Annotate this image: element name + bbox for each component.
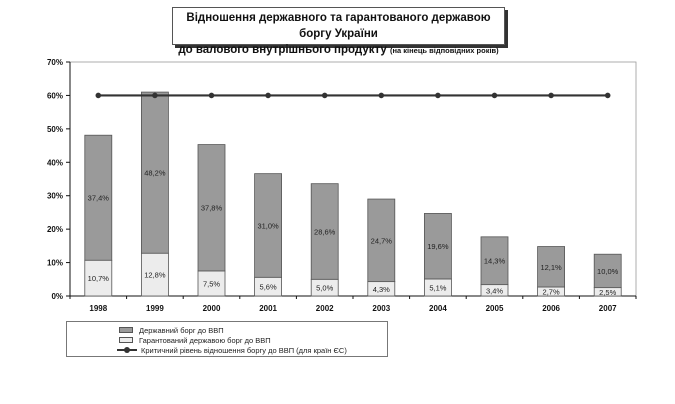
critical-level-marker <box>605 93 611 99</box>
data-label-guaranteed-debt: 3,4% <box>485 286 504 296</box>
critical-level-marker <box>548 93 554 99</box>
y-tick-label: 20% <box>46 225 63 235</box>
legend-swatch-guaranteed-debt <box>119 337 133 343</box>
data-label-state-debt: 24,7% <box>370 236 392 246</box>
x-tick-label: 1998 <box>89 304 108 313</box>
data-label-state-debt: 12,1% <box>540 262 562 272</box>
data-label-guaranteed-debt: 2,5% <box>599 287 617 297</box>
legend-swatch-state-debt <box>119 327 133 333</box>
data-label-state-debt: 48,2% <box>144 168 166 178</box>
data-label-guaranteed-debt: 12,8% <box>144 270 166 280</box>
x-tick-label: 2001 <box>259 304 277 313</box>
chart-title-line1: Відношення державного та гарантованого державою боргу України <box>186 12 491 40</box>
chart-title-main: до валового внутрішнього продукту <box>178 44 387 56</box>
legend-label-guaranteed-debt: Гарантований державою борг до ВВП <box>139 335 271 345</box>
y-tick-label: 30% <box>46 191 63 201</box>
critical-level-marker <box>379 93 385 99</box>
critical-level-marker <box>435 93 441 99</box>
legend-label-critical-level: Критичний рівень відношення боргу до ВВП (для країн ЄС) <box>141 345 347 355</box>
chart-legend <box>66 321 388 357</box>
x-tick-label: 2006 <box>542 304 560 313</box>
chart-title-note: (на кінець відповідних років) <box>390 46 499 55</box>
x-tick-label: 1999 <box>146 304 164 313</box>
legend-item-critical-level <box>67 345 347 355</box>
critical-level-marker <box>152 93 158 99</box>
critical-level-marker <box>322 93 328 99</box>
y-tick-label: 10% <box>46 258 63 268</box>
data-label-state-debt: 10,0% <box>597 266 619 276</box>
data-label-guaranteed-debt: 4,3% <box>372 284 390 294</box>
data-label-state-debt: 28,6% <box>314 227 336 237</box>
legend-label-state-debt: Державний борг до ВВП <box>139 325 224 335</box>
data-label-guaranteed-debt: 10,7% <box>87 274 109 284</box>
data-label-guaranteed-debt: 5,0% <box>316 283 334 293</box>
critical-level-marker <box>265 93 271 99</box>
data-label-guaranteed-debt: 5,6% <box>259 282 277 292</box>
legend-item-state-debt <box>67 325 224 335</box>
x-tick-label: 2005 <box>485 304 504 313</box>
data-label-state-debt: 31,0% <box>257 221 279 231</box>
x-tick-label: 2004 <box>429 304 447 313</box>
data-label-guaranteed-debt: 7,5% <box>202 279 221 289</box>
data-label-guaranteed-debt: 2,7% <box>542 287 560 297</box>
x-tick-label: 2002 <box>315 304 334 313</box>
x-tick-label: 2000 <box>202 304 221 313</box>
data-label-guaranteed-debt: 5,1% <box>429 283 447 293</box>
data-label-state-debt: 14,3% <box>483 256 506 266</box>
y-tick-label: 0% <box>51 292 63 301</box>
critical-level-marker <box>492 93 498 99</box>
data-label-state-debt: 37,4% <box>87 193 109 203</box>
critical-level-marker <box>209 93 215 99</box>
legend-item-guaranteed-debt <box>67 335 271 345</box>
x-tick-label: 2007 <box>598 304 617 313</box>
x-tick-label: 2003 <box>372 304 391 313</box>
data-label-state-debt: 19,6% <box>427 242 449 252</box>
data-label-state-debt: 37,8% <box>200 203 223 213</box>
y-tick-label: 40% <box>46 158 63 168</box>
y-tick-label: 70% <box>46 58 63 67</box>
y-tick-label: 50% <box>46 124 63 134</box>
y-tick-label: 60% <box>46 91 63 101</box>
critical-level-marker <box>96 93 102 99</box>
legend-marker-critical-level <box>117 347 137 353</box>
